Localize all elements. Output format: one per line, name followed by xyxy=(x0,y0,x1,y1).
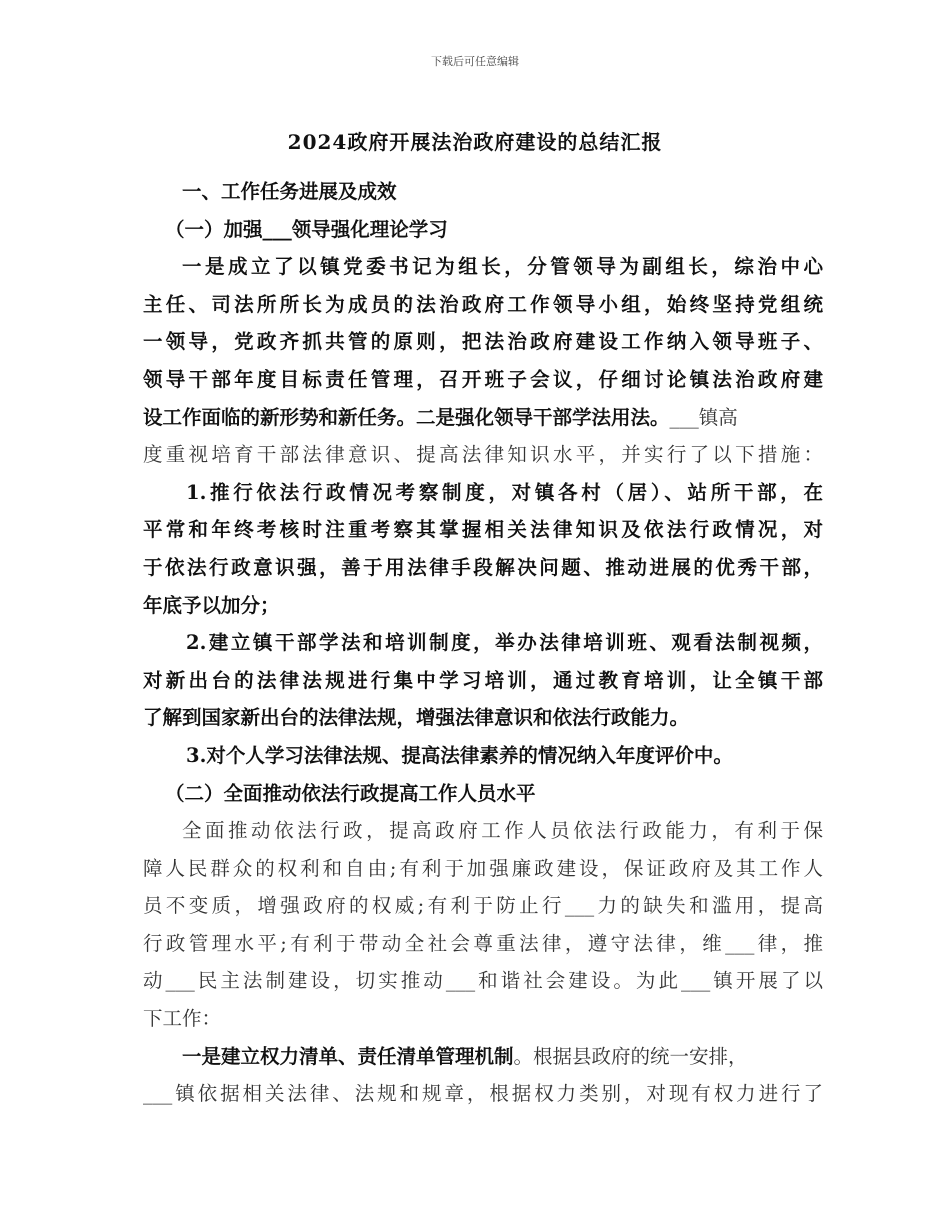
paragraph-line: 对新出台的法律法规进行集中学习培训，通过教育培训，让全镇干部 xyxy=(143,668,823,692)
document-title: 2024政府开展法治政府建设的总结汇报 xyxy=(287,130,663,154)
list-item-3: 3.对个人学习法律法规、提高法律素养的情况纳入年度评价中。 xyxy=(186,743,733,767)
paragraph-line: 下工作： xyxy=(143,1007,222,1031)
paragraph-text: ___镇高 xyxy=(669,405,738,429)
paragraph-text: 一是建立权力清单、责任清单管理机制 xyxy=(182,1044,514,1068)
list-item-1: 1.推行依法行政情况考察制度，对镇各村（居）、站所干部，在 xyxy=(186,480,823,504)
section-heading-1: 一、工作任务进展及成效 xyxy=(182,180,397,203)
document-body xyxy=(143,173,823,1113)
paragraph-text: 设工作面临的新形势和新任务。二是强化领导干部学法用法。 xyxy=(143,405,670,429)
subsection-heading-1: （一）加强___领导强化理论学习 xyxy=(165,217,448,241)
subsection-heading-2: （二）全面推动依法行政提高工作人员水平 xyxy=(165,781,536,805)
paragraph-line: 全面推动依法行政，提高政府工作人员依法行政能力，有利于保 xyxy=(182,819,823,843)
paragraph-line: 一领导，党政齐抓共管的原则，把法治政府建设工作纳入领导班子、 xyxy=(143,330,823,354)
header-note: 下载后可任意编辑 xyxy=(431,55,519,68)
paragraph-line: 员不变质，增强政府的权威;有利于防止行___力的缺失和滥用，提高 xyxy=(143,894,823,918)
paragraph-line: 动___民主法制建设，切实推动___和谐社会建设。为此___镇开展了以 xyxy=(143,969,823,993)
paragraph-line: 领导干部年度目标责任管理，召开班子会议，仔细讨论镇法治政府建 xyxy=(143,367,823,391)
paragraph-line xyxy=(143,1038,823,1076)
paragraph-line: 度重视培育干部法律意识、提高法律知识水平，并实行了以下措施： xyxy=(143,443,823,467)
paragraph-line: 主任、司法所所长为成员的法治政府工作领导小组，始终坚持党组统 xyxy=(143,292,823,316)
paragraph-line: ___镇依据相关法律、法规和规章，根据权力类别，对现有权力进行了 xyxy=(143,1082,823,1106)
paragraph-line: 于依法行政意识强，善于用法律手段解决问题、推动进展的优秀干部， xyxy=(143,555,823,579)
paragraph-line: 年底予以加分； xyxy=(143,593,280,617)
paragraph-text: 。根据县政府的统一安排， xyxy=(513,1044,748,1068)
paragraph-line: 障人民群众的权利和自由;有利于加强廉政建设，保证政府及其工作人 xyxy=(143,856,823,880)
list-item-2: 2.建立镇干部学法和培训制度，举办法律培训班、观看法制视频， xyxy=(186,631,823,655)
paragraph-line: 行政管理水平;有利于带动全社会尊重法律，遵守法律，维___律，推 xyxy=(143,931,823,955)
paragraph-line: 平常和年终考核时注重考察其掌握相关法律知识及依法行政情况，对 xyxy=(143,518,823,542)
paragraph-line xyxy=(143,399,823,437)
paragraph-line: 了解到国家新出台的法律法规，增强法律意识和依法行政能力。 xyxy=(143,706,690,730)
paragraph-line: 一是成立了以镇党委书记为组长，分管领导为副组长，综治中心 xyxy=(182,255,823,279)
